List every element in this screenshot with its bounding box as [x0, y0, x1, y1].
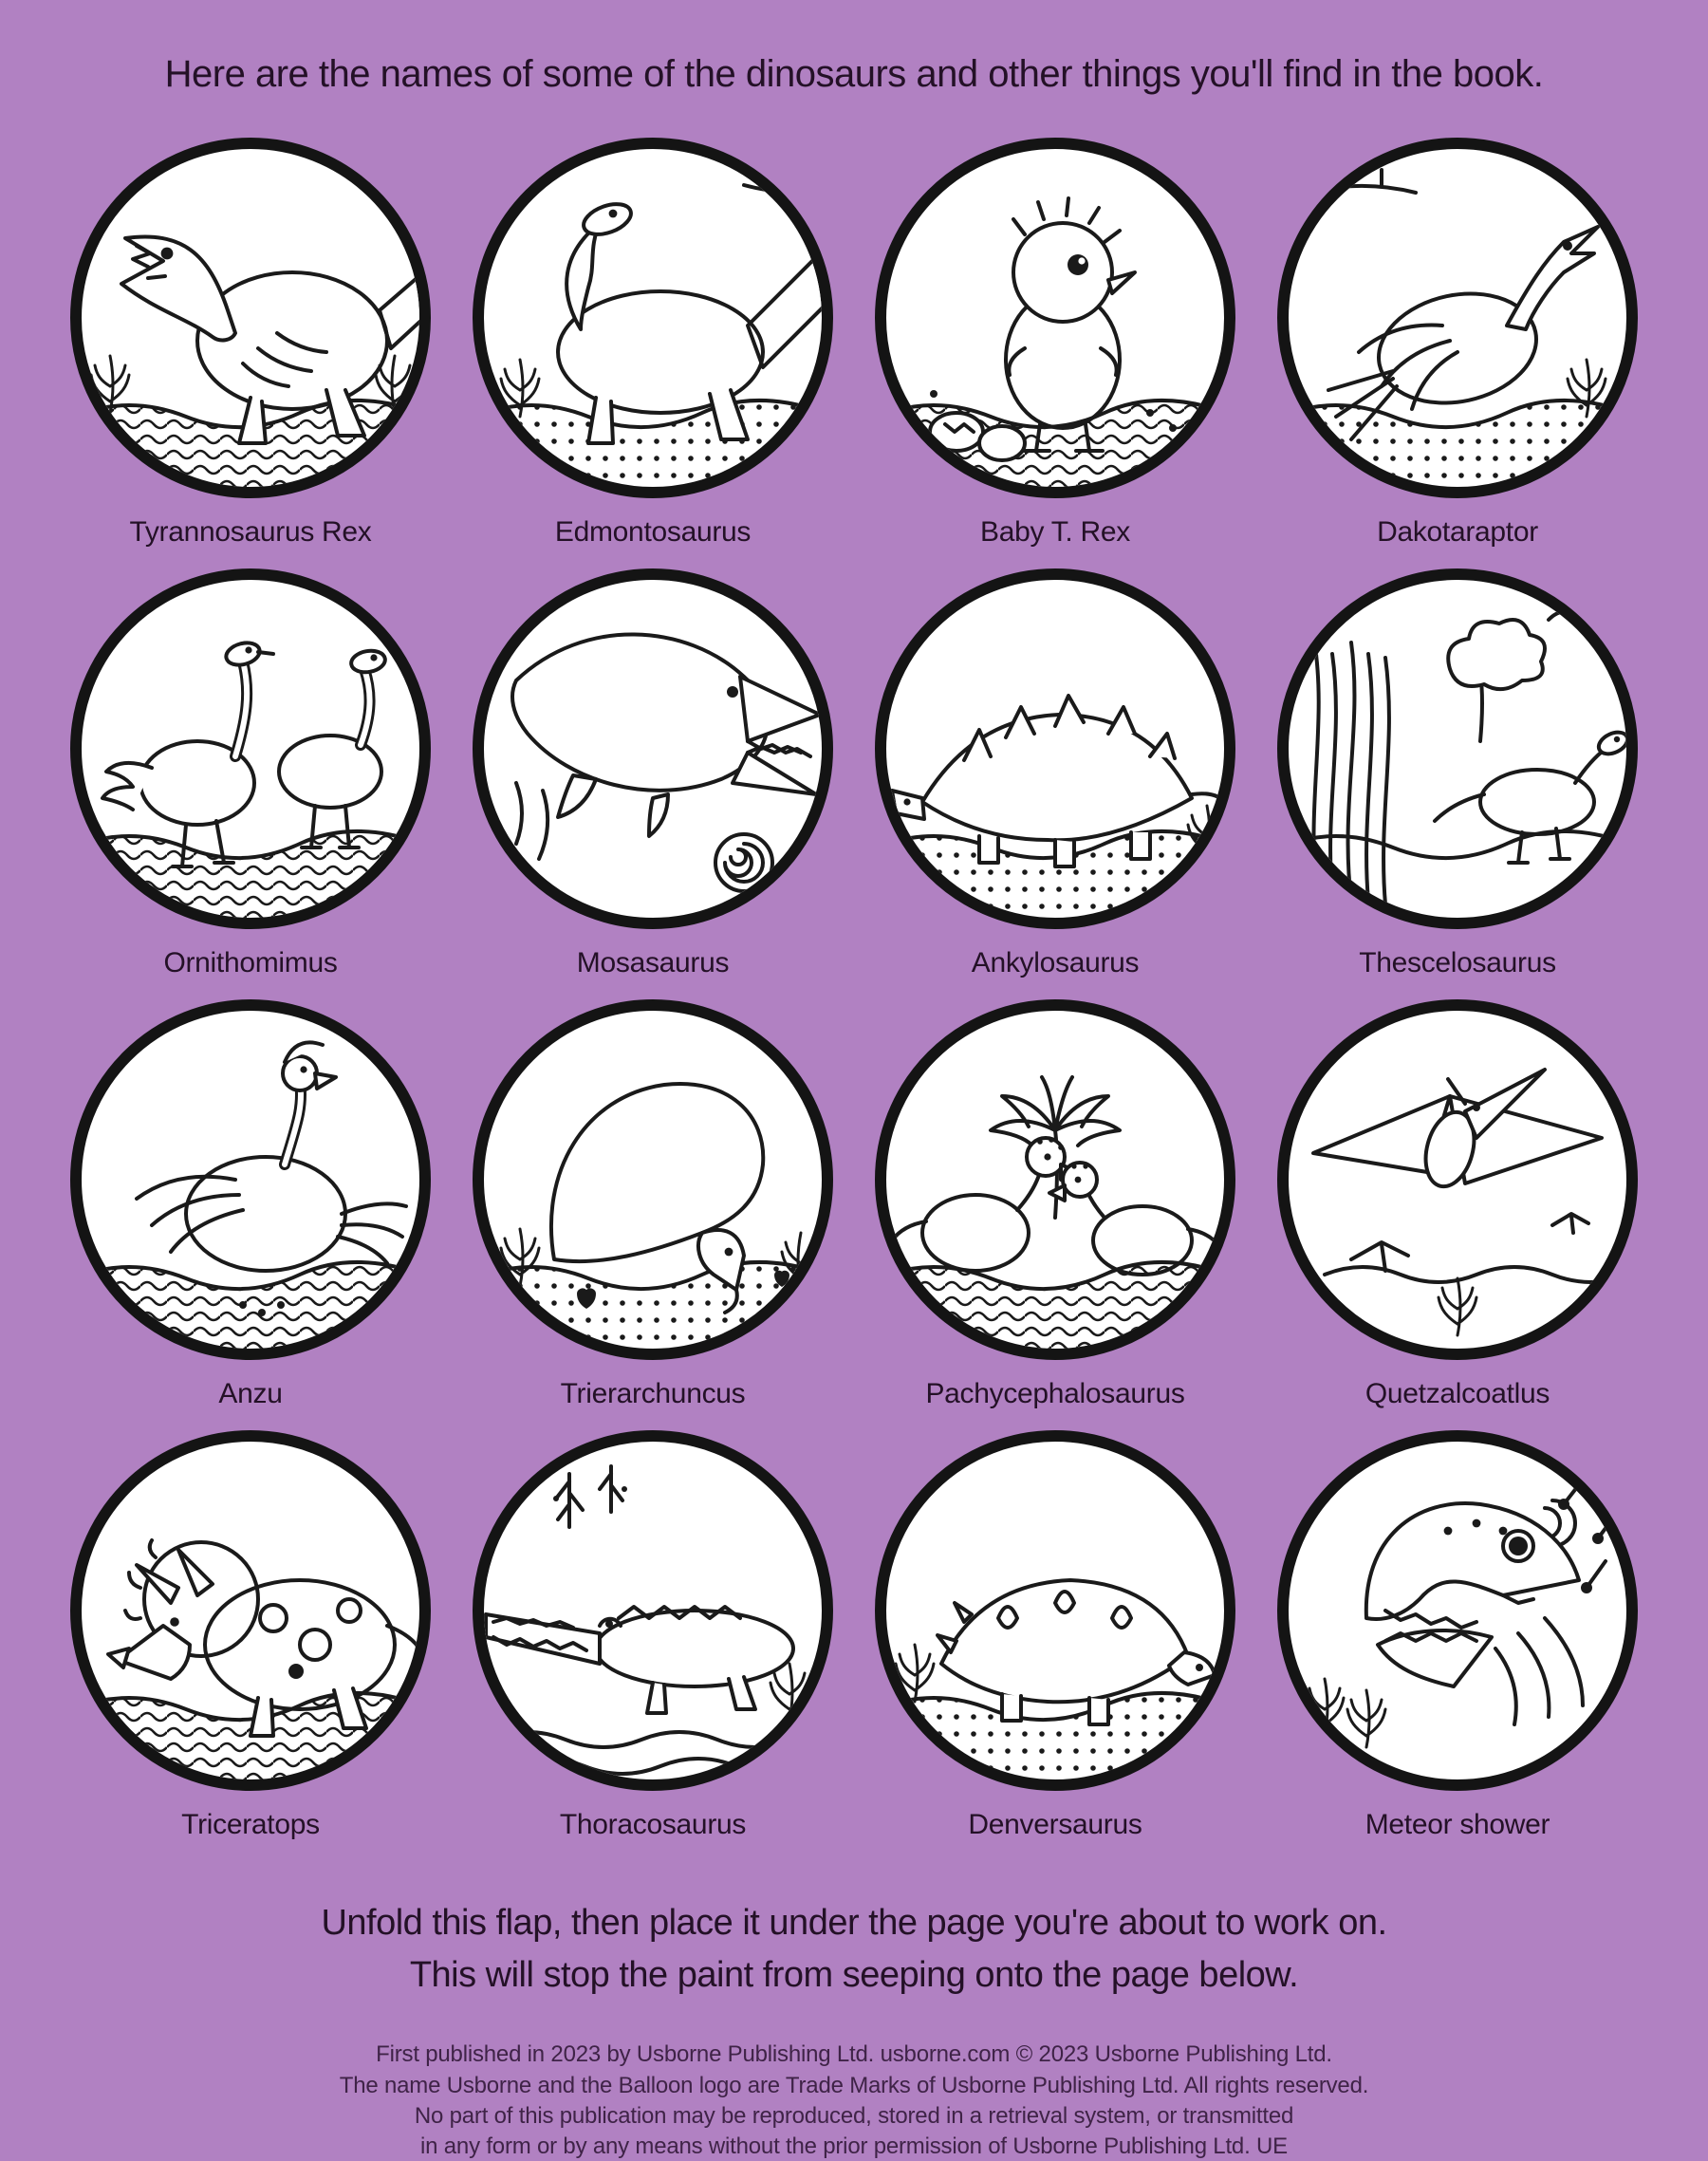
ornithomimus-illustration [61, 559, 440, 939]
illustration-caption: Ankylosaurus [971, 947, 1140, 978]
illustration-caption: Tyrannosaurus Rex [129, 516, 372, 548]
illustration-caption: Dakotaraptor [1377, 516, 1538, 548]
illustration-caption: Quetzalcoatlus [1365, 1378, 1550, 1409]
illustration-caption: Thoracosaurus [559, 1809, 747, 1840]
mosasaurus-illustration [463, 559, 843, 939]
grid-item-edmontosaurus [463, 128, 843, 551]
baby-t-rex-illustration [865, 128, 1245, 508]
edmontosaurus-illustration [463, 128, 843, 508]
denversaurus-illustration [865, 1421, 1245, 1800]
colophon-line-4: in any form or by any means without the prior permission of Usborne Publishing Ltd. UE [420, 2133, 1288, 2160]
illustration-caption: Baby T. Rex [980, 516, 1130, 548]
illustration-grid [0, 128, 1708, 1844]
grid-item-meteor-shower [1268, 1421, 1647, 1844]
grid-item-denversaurus [865, 1421, 1245, 1844]
grid-item-thescelosaurus [1268, 559, 1647, 982]
grid-item-mosasaurus [463, 559, 843, 982]
flap-instructions-line-2: This will stop the paint from seeping onto the page below. [409, 1955, 1299, 1996]
thescelosaurus-illustration [1268, 559, 1647, 939]
dakotaraptor-illustration [1268, 128, 1647, 508]
grid-item-trierarchuncus [463, 990, 843, 1413]
grid-item-baby-t-rex [865, 128, 1245, 551]
illustration-caption: Denversaurus [968, 1809, 1142, 1840]
grid-item-thoracosaurus [463, 1421, 843, 1844]
illustration-caption: Meteor shower [1365, 1809, 1550, 1840]
grid-item-quetzalcoatlus [1268, 990, 1647, 1413]
grid-item-ankylosaurus [865, 559, 1245, 982]
colophon-line-1: First published in 2023 by Usborne Publishing Ltd. usborne.com © 2023 Usborne Publishing Ltd. [376, 2041, 1332, 2068]
illustration-caption: Trierarchuncus [560, 1378, 746, 1409]
quetzalcoatlus-illustration [1268, 990, 1647, 1369]
thoracosaurus-illustration [463, 1421, 843, 1800]
grid-item-ornithomimus [61, 559, 440, 982]
copyright-colophon [0, 2040, 1708, 2161]
illustration-caption: Anzu [218, 1378, 283, 1409]
illustration-caption: Edmontosaurus [554, 516, 752, 548]
illustration-caption: Triceratops [181, 1809, 320, 1840]
flap-instructions [0, 1897, 1708, 2002]
illustration-caption: Pachycephalosaurus [925, 1378, 1185, 1409]
ankylosaurus-illustration [865, 559, 1245, 939]
anzu-illustration [61, 990, 440, 1369]
grid-item-pachycephalosaurus [865, 990, 1245, 1413]
flap-instructions-line-1: Unfold this flap, then place it under the page you're about to work on. [321, 1903, 1387, 1943]
meteor-shower-illustration [1268, 1421, 1647, 1800]
illustration-caption: Mosasaurus [576, 947, 730, 978]
grid-item-tyrannosaurus-rex [61, 128, 440, 551]
triceratops-illustration [61, 1421, 440, 1800]
tyrannosaurus-rex-illustration [61, 128, 440, 508]
trierarchuncus-illustration [463, 990, 843, 1369]
illustration-caption: Ornithomimus [163, 947, 338, 978]
grid-item-dakotaraptor [1268, 128, 1647, 551]
colophon-line-2: The name Usborne and the Balloon logo are Trade Marks of Usborne Publishing Ltd. All rights reserved. [339, 2072, 1369, 2098]
page-title: Here are the names of some of the dinosaurs and other things you'll find in the book. [164, 53, 1544, 95]
pachycephalosaurus-illustration [865, 990, 1245, 1369]
grid-item-anzu [61, 990, 440, 1413]
grid-item-triceratops [61, 1421, 440, 1844]
illustration-caption: Thescelosaurus [1359, 947, 1556, 978]
colophon-line-3: No part of this publication may be reproduced, stored in a retrieval system, or transmitted [414, 2102, 1294, 2129]
